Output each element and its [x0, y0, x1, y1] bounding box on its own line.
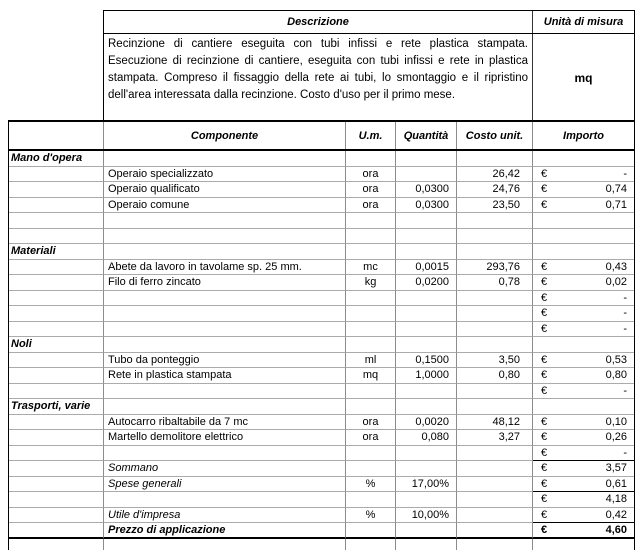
cell-quantita	[396, 539, 457, 550]
cell-costo-unit	[457, 461, 533, 477]
cell-importo	[533, 539, 634, 550]
cell-componente	[104, 539, 346, 550]
cell-costo-unit	[457, 291, 533, 307]
table-row	[9, 399, 634, 415]
cell-componente	[104, 244, 346, 260]
cell-importo	[533, 182, 634, 198]
unit-of-measure-value: mq	[574, 70, 593, 85]
cell-um	[346, 337, 396, 353]
importo-value: 0,80	[605, 369, 627, 381]
cell-componente: Prezzo di applicazione	[104, 523, 346, 539]
cell-importo	[533, 275, 634, 291]
euro-symbol: €	[541, 291, 548, 304]
cell-sezione	[9, 384, 104, 400]
table-row	[9, 244, 634, 260]
importo-value: 4,60	[605, 524, 627, 536]
cell-quantita	[396, 337, 457, 353]
description-table-header	[104, 11, 634, 34]
cell-sezione	[9, 275, 104, 291]
cell-sezione	[9, 353, 104, 369]
cell-quantita	[396, 213, 457, 229]
cell-quantita	[396, 244, 457, 260]
description-text: Recinzione di cantiere eseguita con tubi infissi e rete plastica stampata. Esecuzione di recinzione di cantiere, eseguita con tubi infissi e rete in plastica stampata. Compreso il fissaggio della rete ai tubi, lo smontaggio e il ripristino dell'area interessata dalla recinzione. Costo d'uso per il primo mese.	[104, 34, 533, 121]
euro-symbol: €	[541, 508, 548, 521]
cell-componente	[104, 151, 346, 167]
cell-costo-unit	[457, 384, 533, 400]
costo-unit-column-header: Costo unit.	[457, 122, 533, 149]
cell-quantita: 17,00%	[396, 477, 457, 493]
cell-costo-unit: 0,80	[457, 368, 533, 384]
cell-costo-unit	[457, 244, 533, 260]
table-row	[9, 477, 634, 493]
euro-symbol: €	[541, 415, 548, 428]
cell-sezione	[9, 213, 104, 229]
cell-componente	[104, 213, 346, 229]
cell-componente	[104, 399, 346, 415]
table-row	[9, 182, 634, 198]
cell-costo-unit: 0,78	[457, 275, 533, 291]
importo-value: 0,74	[605, 183, 627, 195]
cell-um: %	[346, 508, 396, 524]
cell-sezione: Noli	[9, 337, 104, 353]
cell-sezione	[9, 415, 104, 431]
table-row	[9, 508, 634, 524]
cell-quantita: 10,00%	[396, 508, 457, 524]
table-row	[9, 229, 634, 245]
cell-um: ml	[346, 353, 396, 369]
euro-symbol: €	[541, 322, 548, 335]
description-table	[103, 10, 635, 121]
cell-um	[346, 213, 396, 229]
cell-sezione	[9, 167, 104, 183]
cell-costo-unit	[457, 492, 533, 508]
euro-symbol: €	[541, 493, 548, 505]
cell-costo-unit: 26,42	[457, 167, 533, 183]
importo-value: -	[623, 322, 627, 335]
cell-costo-unit	[457, 337, 533, 353]
cell-costo-unit	[457, 539, 533, 550]
cell-importo	[533, 446, 634, 462]
cell-componente	[104, 322, 346, 338]
cell-um	[346, 244, 396, 260]
cell-quantita: 1,0000	[396, 368, 457, 384]
cell-importo	[533, 167, 634, 183]
cell-um	[346, 399, 396, 415]
importo-value: 0,61	[605, 477, 627, 490]
cell-um: ora	[346, 182, 396, 198]
cell-quantita: 0,0300	[396, 198, 457, 214]
cell-um: ora	[346, 415, 396, 431]
cell-um: ora	[346, 167, 396, 183]
euro-symbol: €	[541, 167, 548, 180]
table-row	[9, 337, 634, 353]
cell-costo-unit	[457, 322, 533, 338]
cell-importo	[533, 415, 634, 431]
cell-quantita	[396, 306, 457, 322]
importo-value: 0,02	[605, 276, 627, 288]
components-table	[8, 120, 635, 550]
cell-sezione	[9, 198, 104, 214]
cell-um	[346, 446, 396, 462]
table-row	[9, 539, 634, 550]
cell-sezione: Materiali	[9, 244, 104, 260]
cell-costo-unit	[457, 477, 533, 493]
cell-quantita	[396, 492, 457, 508]
cell-quantita: 0,080	[396, 430, 457, 446]
cell-um: kg	[346, 275, 396, 291]
cell-componente: Operaio comune	[104, 198, 346, 214]
cell-quantita	[396, 151, 457, 167]
euro-symbol: €	[541, 369, 548, 381]
cell-sezione	[9, 182, 104, 198]
table-row	[9, 353, 634, 369]
cell-costo-unit: 48,12	[457, 415, 533, 431]
cell-componente	[104, 384, 346, 400]
importo-value: 0,43	[605, 260, 627, 273]
cell-importo	[533, 151, 634, 167]
importo-value: 3,57	[605, 462, 627, 474]
cell-sezione	[9, 523, 104, 539]
cell-componente: Abete da lavoro in tavolame sp. 25 mm.	[104, 260, 346, 276]
cell-um: %	[346, 477, 396, 493]
cell-importo	[533, 291, 634, 307]
components-table-header	[9, 122, 634, 151]
table-row	[9, 446, 634, 462]
quantita-column-header: Quantità	[396, 122, 457, 149]
cell-quantita	[396, 322, 457, 338]
table-row	[9, 198, 634, 214]
importo-value: 0,10	[605, 415, 627, 428]
cell-importo	[533, 353, 634, 369]
cell-importo	[533, 492, 634, 508]
cell-sezione	[9, 508, 104, 524]
importo-value: 0,42	[605, 508, 627, 521]
cell-um	[346, 151, 396, 167]
cell-componente	[104, 229, 346, 245]
euro-symbol: €	[541, 477, 548, 490]
table-row	[9, 306, 634, 322]
cell-quantita: 0,0200	[396, 275, 457, 291]
componente-column-header: Componente	[104, 122, 346, 149]
cell-sezione: Trasporti, varie	[9, 399, 104, 415]
cell-componente	[104, 446, 346, 462]
table-row	[9, 167, 634, 183]
cell-quantita	[396, 167, 457, 183]
table-row	[9, 430, 634, 446]
cell-importo	[533, 198, 634, 214]
cell-componente: Rete in plastica stampata	[104, 368, 346, 384]
cell-quantita: 0,1500	[396, 353, 457, 369]
euro-symbol: €	[541, 446, 548, 459]
importo-value: 0,26	[605, 431, 627, 443]
cell-importo	[533, 384, 634, 400]
importo-value: 4,18	[605, 493, 627, 505]
table-row	[9, 415, 634, 431]
importo-value: -	[623, 446, 627, 459]
cell-sezione	[9, 477, 104, 493]
cell-importo	[533, 213, 634, 229]
cell-importo	[533, 244, 634, 260]
cell-sezione	[9, 368, 104, 384]
table-row	[9, 368, 634, 384]
cell-um: mq	[346, 368, 396, 384]
cell-um	[346, 291, 396, 307]
unita-di-misura-header: Unità di misura	[543, 16, 624, 28]
cell-costo-unit: 3,27	[457, 430, 533, 446]
cell-sezione	[9, 322, 104, 338]
cell-um	[346, 322, 396, 338]
cell-costo-unit	[457, 399, 533, 415]
cell-componente	[104, 337, 346, 353]
cell-importo	[533, 229, 634, 245]
cell-costo-unit	[457, 229, 533, 245]
euro-symbol: €	[541, 183, 548, 195]
cell-componente: Utile d'impresa	[104, 508, 346, 524]
cell-importo	[533, 322, 634, 338]
cell-sezione	[9, 430, 104, 446]
cell-um	[346, 306, 396, 322]
cell-costo-unit	[457, 523, 533, 539]
cell-um: ora	[346, 430, 396, 446]
importo-value: 0,71	[605, 198, 627, 211]
cell-um: ora	[346, 198, 396, 214]
cell-importo	[533, 508, 634, 524]
cell-quantita	[396, 399, 457, 415]
cell-um	[346, 384, 396, 400]
um-column-header: U.m.	[346, 122, 396, 149]
cell-componente: Tubo da ponteggio	[104, 353, 346, 369]
cell-quantita: 0,0300	[396, 182, 457, 198]
euro-symbol: €	[541, 431, 548, 443]
cell-um: mc	[346, 260, 396, 276]
cell-costo-unit: 24,76	[457, 182, 533, 198]
section-column-header	[9, 122, 104, 149]
table-row	[9, 275, 634, 291]
table-row	[9, 384, 634, 400]
cell-importo	[533, 523, 634, 539]
cell-componente: Filo di ferro zincato	[104, 275, 346, 291]
cell-quantita: 0,0015	[396, 260, 457, 276]
cell-quantita	[396, 291, 457, 307]
cell-sezione	[9, 446, 104, 462]
euro-symbol: €	[541, 524, 548, 536]
cell-componente: Sommano	[104, 461, 346, 477]
importo-value: -	[623, 384, 627, 397]
cell-importo	[533, 477, 634, 493]
cell-um	[346, 461, 396, 477]
cell-sezione	[9, 492, 104, 508]
cell-quantita	[396, 384, 457, 400]
cell-costo-unit	[457, 151, 533, 167]
euro-symbol: €	[541, 260, 548, 273]
table-row	[9, 291, 634, 307]
cell-sezione: Mano d'opera	[9, 151, 104, 167]
cell-quantita: 0,0020	[396, 415, 457, 431]
cell-costo-unit: 3,50	[457, 353, 533, 369]
cell-quantita	[396, 523, 457, 539]
cell-costo-unit	[457, 213, 533, 229]
cell-sezione	[9, 229, 104, 245]
cell-importo	[533, 337, 634, 353]
descrizione-header: Descrizione	[104, 11, 533, 33]
table-row	[9, 492, 634, 508]
cell-importo	[533, 368, 634, 384]
cell-importo	[533, 260, 634, 276]
table-row	[9, 213, 634, 229]
cell-importo	[533, 399, 634, 415]
euro-symbol: €	[541, 276, 548, 288]
cell-costo-unit	[457, 446, 533, 462]
cell-componente: Martello demolitore elettrico	[104, 430, 346, 446]
cell-importo	[533, 430, 634, 446]
cell-costo-unit	[457, 306, 533, 322]
table-row	[9, 322, 634, 338]
cell-componente	[104, 291, 346, 307]
cell-componente	[104, 492, 346, 508]
cell-sezione	[9, 291, 104, 307]
cell-costo-unit	[457, 508, 533, 524]
importo-value: -	[623, 291, 627, 304]
cell-sezione	[9, 539, 104, 550]
cell-sezione	[9, 260, 104, 276]
table-row	[9, 461, 634, 477]
cell-componente: Operaio specializzato	[104, 167, 346, 183]
euro-symbol: €	[541, 307, 548, 319]
importo-value: -	[623, 167, 627, 180]
cell-um	[346, 492, 396, 508]
cell-importo	[533, 306, 634, 322]
cell-componente: Autocarro ribaltabile da 7 mc	[104, 415, 346, 431]
cell-quantita	[396, 461, 457, 477]
cell-um	[346, 229, 396, 245]
importo-value: -	[623, 307, 627, 319]
description-table-body	[104, 34, 634, 121]
cell-um	[346, 539, 396, 550]
cell-sezione	[9, 306, 104, 322]
euro-symbol: €	[541, 384, 548, 397]
components-table-body	[9, 151, 634, 550]
table-row	[9, 523, 634, 539]
euro-symbol: €	[541, 198, 548, 211]
cell-sezione	[9, 461, 104, 477]
importo-column-header: Importo	[563, 129, 604, 142]
cell-importo	[533, 461, 634, 477]
cell-costo-unit: 293,76	[457, 260, 533, 276]
cell-quantita	[396, 446, 457, 462]
table-row	[9, 260, 634, 276]
cell-componente: Spese generali	[104, 477, 346, 493]
cell-componente: Operaio qualificato	[104, 182, 346, 198]
euro-symbol: €	[541, 353, 548, 366]
cell-um	[346, 523, 396, 539]
cell-costo-unit: 23,50	[457, 198, 533, 214]
cell-quantita	[396, 229, 457, 245]
table-row	[9, 151, 634, 167]
euro-symbol: €	[541, 462, 548, 474]
importo-value: 0,53	[605, 353, 627, 366]
cell-componente	[104, 306, 346, 322]
